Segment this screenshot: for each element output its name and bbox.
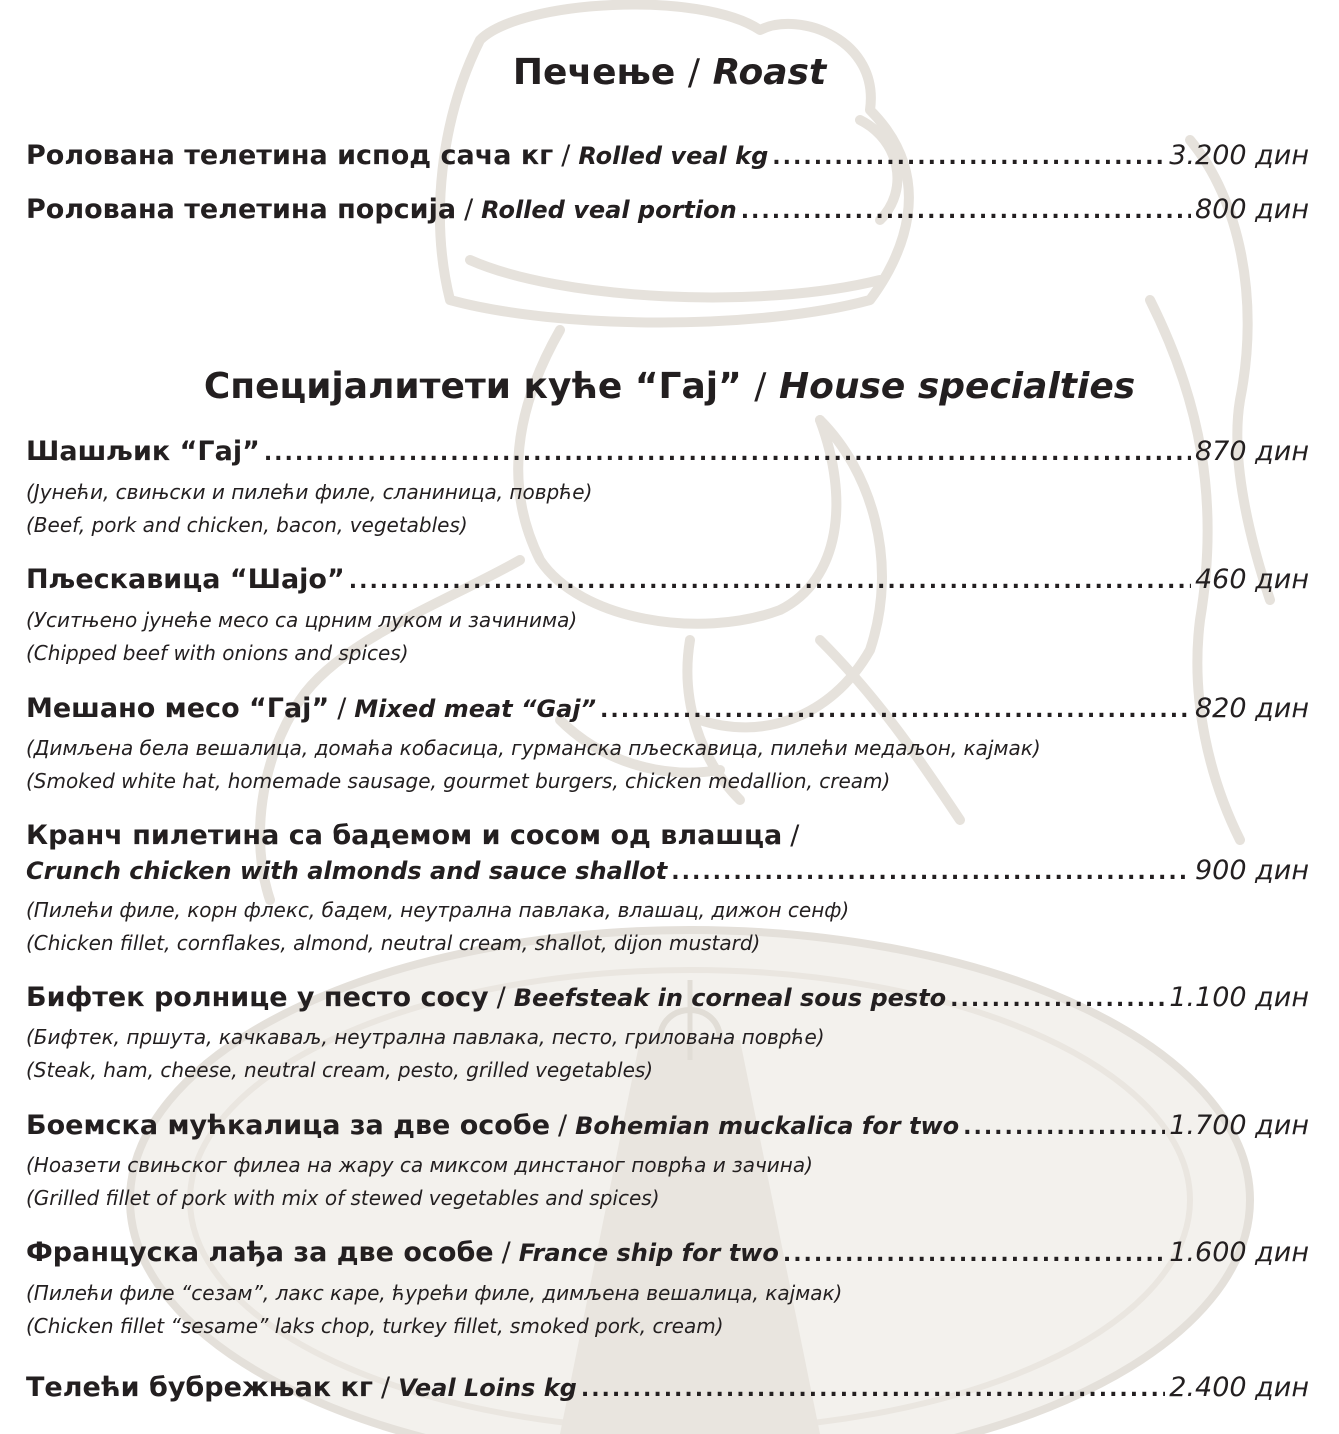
item-name-sr: Бифтек ролнице у песто сосу	[26, 982, 489, 1013]
item-description-en: (Chicken fillet “sesame” laks chop, turkey fillet, smoked pork, cream)	[26, 1314, 724, 1338]
item-price: 870 дин	[1195, 436, 1309, 467]
item-separator: /	[464, 194, 474, 225]
item-description-en: (Beef, pork and chicken, bacon, vegetables)	[26, 513, 468, 537]
item-description-en: (Grilled fillet of pork with mix of stewed vegetables and spices)	[26, 1186, 660, 1210]
menu-item-shashlik	[26, 436, 1309, 476]
dot-leader	[581, 1377, 1165, 1402]
item-separator: /	[558, 1110, 568, 1141]
item-description-sr: (Пилећи филе “сезам”, лакс каре, ћурећи филе, димљена вешалица, кајмак)	[26, 1281, 843, 1305]
item-separator: /	[561, 140, 571, 171]
item-description-en: (Chicken fillet, cornflakes, almond, neutral cream, shallot, dijon mustard)	[26, 931, 761, 955]
item-separator: /	[337, 693, 347, 724]
menu-item-veal-loins	[26, 1372, 1309, 1412]
item-price: 800 дин	[1195, 194, 1309, 225]
dot-leader	[264, 441, 1191, 466]
title-sr: Специјалитети куће “Гај”	[203, 366, 742, 407]
dot-leader	[783, 1242, 1165, 1267]
dot-leader	[950, 987, 1165, 1012]
item-name-sr: Пљескавица “Шајо”	[26, 564, 345, 595]
item-price: 820 дин	[1195, 693, 1309, 724]
menu-item-rolled-veal-kg	[26, 140, 1309, 180]
menu-item-pljeskavica	[26, 564, 1309, 604]
item-price: 1.700 дин	[1169, 1110, 1309, 1141]
item-separator: /	[790, 820, 800, 851]
item-separator: /	[501, 1237, 511, 1268]
title-en: House specialties	[778, 366, 1136, 407]
dot-leader	[963, 1115, 1165, 1140]
item-name-en: France ship for two	[518, 1239, 779, 1267]
title-sr: Печење	[512, 52, 676, 93]
item-name-sr: Француска лађа за две особе	[26, 1237, 494, 1268]
dot-leader	[772, 145, 1165, 170]
section-title-roast	[0, 52, 1339, 93]
item-price: 1.600 дин	[1169, 1237, 1309, 1268]
item-description-en: (Smoked white hat, homemade sausage, gourmet burgers, chicken medallion, cream)	[26, 769, 891, 793]
menu-item-bohemian-muckalica	[26, 1110, 1309, 1150]
item-price: 3.200 дин	[1169, 140, 1309, 171]
item-description-sr: (Уситњено јунеће месо са црним луком и зачинима)	[26, 608, 578, 632]
title-separator: /	[754, 366, 767, 407]
item-description-sr: (Јунећи, свињски и пилећи филе, сланиница, поврће)	[26, 480, 593, 504]
item-price: 2.400 дин	[1169, 1372, 1309, 1403]
item-price: 900 дин	[1195, 855, 1309, 886]
item-name-sr: Боемска мућкалица за две особе	[26, 1110, 551, 1141]
menu-item-rolled-veal-portion	[26, 194, 1309, 234]
menu-item-crunch-chicken-en-line	[26, 855, 1309, 895]
item-name-sr: Ролована телетина порсија	[26, 194, 457, 225]
menu-item-france-ship	[26, 1237, 1309, 1277]
item-description-sr: (Ноазети свињског филеа на жару са миксом динстаног поврћа и зачина)	[26, 1153, 813, 1177]
item-name-en: Rolled veal kg	[578, 142, 769, 170]
dot-leader	[349, 569, 1191, 594]
item-name-sr: Мешано месо “Гај”	[26, 693, 330, 724]
item-name-en: Crunch chicken with almonds and sauce shallot	[26, 857, 668, 885]
item-description-en: (Steak, ham, cheese, neutral cream, pesto, grilled vegetables)	[26, 1058, 654, 1082]
item-description-sr: (Бифтек, пршута, качкаваљ, неутрална павлака, песто, грилована поврће)	[26, 1025, 825, 1049]
item-name-sr: Ролована телетина испод сача кг	[26, 140, 554, 171]
item-description-en: (Chipped beef with onions and spices)	[26, 641, 409, 665]
item-name-sr: Шашљик “Гај”	[26, 436, 260, 467]
title-en: Roast	[712, 52, 827, 93]
item-description-sr: (Пилећи филе, корн флекс, бадем, неутрална павлака, влашац, дижон сенф)	[26, 898, 850, 922]
item-description-sr: (Димљена бела вешалица, домаћа кобасица, гурманска пљескавица, пилећи медаљон, кајмак)	[26, 736, 1041, 760]
item-separator: /	[380, 1372, 391, 1403]
menu-item-beefsteak-rolls	[26, 982, 1309, 1022]
item-name-sr: Телећи бубрежњак кг	[26, 1372, 373, 1403]
title-separator: /	[687, 52, 701, 93]
dot-leader	[741, 199, 1191, 224]
item-separator: /	[496, 982, 506, 1013]
item-name-sr: Кранч пилетина са бадемом и сосом од влашца	[26, 820, 783, 851]
dot-leader	[671, 860, 1191, 885]
section-title-house-specialties	[0, 366, 1339, 407]
menu-item-mixed-meat	[26, 693, 1309, 733]
menu-item-crunch-chicken	[26, 820, 1309, 860]
item-price: 460 дин	[1195, 564, 1309, 595]
item-name-en: Beefsteak in corneal sous pesto	[513, 984, 947, 1012]
dot-leader	[600, 698, 1191, 723]
item-name-en: Rolled veal portion	[481, 196, 737, 224]
item-price: 1.100 дин	[1169, 982, 1309, 1013]
item-name-en: Mixed meat “Gaj”	[354, 695, 597, 723]
item-name-en: Bohemian muckalica for two	[575, 1112, 960, 1140]
item-name-en: Veal Loins kg	[398, 1374, 577, 1402]
